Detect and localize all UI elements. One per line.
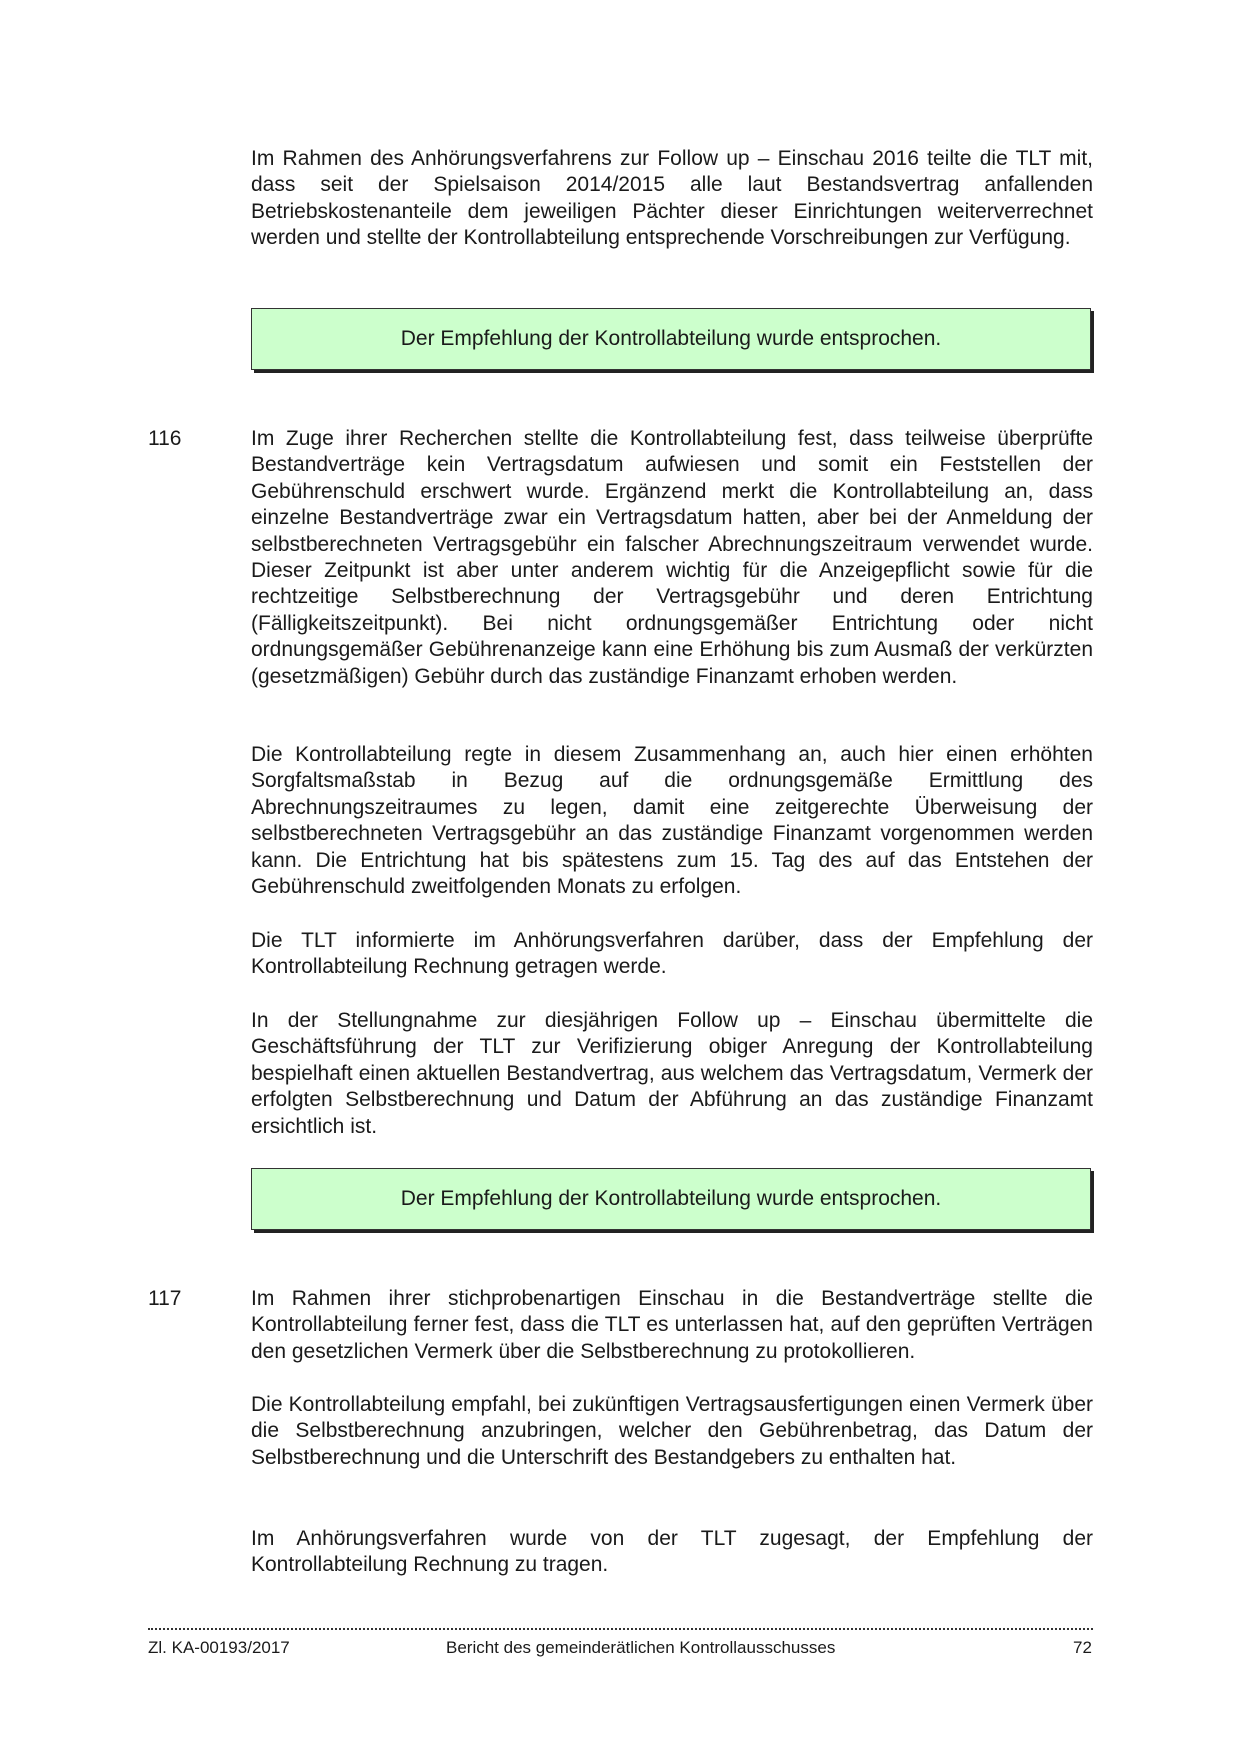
footer-title: Bericht des gemeinderätlichen Kontrollausschusses [446, 1638, 836, 1657]
section-number: 116 [148, 427, 182, 450]
section-paragraph: Im Rahmen ihrer stichprobenartigen Einschau in die Bestandverträge stellte die Kontrollabteilung ferner fest, dass die TLT es unterlassen hat, auf den geprüften Verträgen den gesetzlichen Vermerk über die Selbstberechnung zu protokollieren. [251, 1287, 1093, 1363]
recommendation-fulfilled-text: Der Empfehlung der Kontrollabteilung wurde entsprochen. [400, 327, 942, 350]
section-paragraph: Die Kontrollabteilung empfahl, bei zukünftigen Vertragsausfertigungen einen Vermerk über die Selbstberechnung anzubringen, welcher den Gebührenbetrag, das Datum der Selbstberechnung und die Unterschrift des Bestandgebers zu enthalten hat. [251, 1393, 1093, 1469]
section-paragraph: In der Stellungnahme zur diesjährigen Follow up – Einschau übermittelte die Geschäftsführung der TLT zur Verifizierung obiger Anregung der Kontrollabteilung bespielhaft einen aktuellen Bestandvertrag, aus welchem das Vertragsdatum, Vermerk der erfolgten Selbstberechnung und Datum der Abführung an das zuständige Finanzamt ersichtlich ist. [251, 1009, 1093, 1138]
section-paragraph: Im Zuge ihrer Recherchen stellte die Kontrollabteilung fest, dass teilweise überprüfte Bestandverträge kein Vertragsdatum aufwiesen und somit ein Feststellen der Gebührenschuld erschwert wurde. Ergänzend merkt die Kontrollabteilung an, dass einzelne Bestandverträge zwar ein Vertragsdatum hatten, aber bei der Anmeldung der selbstberechneten Vertragsgebühr ein falscher Abrechnungszeitraum verwendet wurde. Dieser Zeitpunkt ist aber unter anderem wichtig für die Anzeigepflicht sowie für die rechtzeitige Selbstberechnung der Vertragsgebühr und deren Entrichtung (Fälligkeitszeitpunkt). Bei nicht ordnungsgemäßer Entrichtung oder nicht ordnungsgemäßer Gebührenanzeige kann eine Erhöhung bis zum Ausmaß der verkürzten (gesetzmäßigen) Gebühr durch das zuständige Finanzamt erhoben werden. [251, 427, 1093, 688]
page-number: 72 [1073, 1638, 1092, 1657]
recommendation-fulfilled-box [251, 1168, 1091, 1230]
recommendation-fulfilled-box [251, 308, 1091, 370]
footer-divider [148, 1628, 1093, 1630]
intro-paragraph: Im Rahmen des Anhörungsverfahrens zur Follow up – Einschau 2016 teilte die TLT mit, dass seit der Spielsaison 2014/2015 alle laut Bestandsvertrag anfallenden Betriebskostenanteile dem jeweiligen Pächter dieser Einrichtungen weiterverrechnet werden und stellte der Kontrollabteilung entsprechende Vorschreibungen zur Verfügung. [251, 147, 1093, 250]
section-number: 117 [148, 1287, 182, 1310]
section-paragraph: Im Anhörungsverfahren wurde von der TLT zugesagt, der Empfehlung der Kontrollabteilung Rechnung zu tragen. [251, 1527, 1093, 1577]
footer-reference: Zl. KA-00193/2017 [148, 1638, 290, 1657]
section-paragraph: Die Kontrollabteilung regte in diesem Zusammenhang an, auch hier einen erhöhten Sorgfaltsmaßstab in Bezug auf die ordnungsgemäße Ermittlung des Abrechnungszeitraumes zu legen, damit eine zeitgerechte Überweisung der selbstberechneten Vertragsgebühr an das zuständige Finanzamt vorgenommen werden kann. Die Entrichtung hat bis spätestens zum 15. Tag des auf das Entstehen der Gebührenschuld zweitfolgenden Monats zu erfolgen. [251, 743, 1093, 899]
section-paragraph: Die TLT informierte im Anhörungsverfahren darüber, dass der Empfehlung der Kontrollabteilung Rechnung getragen werde. [251, 929, 1093, 979]
recommendation-fulfilled-text: Der Empfehlung der Kontrollabteilung wurde entsprochen. [400, 1187, 942, 1210]
